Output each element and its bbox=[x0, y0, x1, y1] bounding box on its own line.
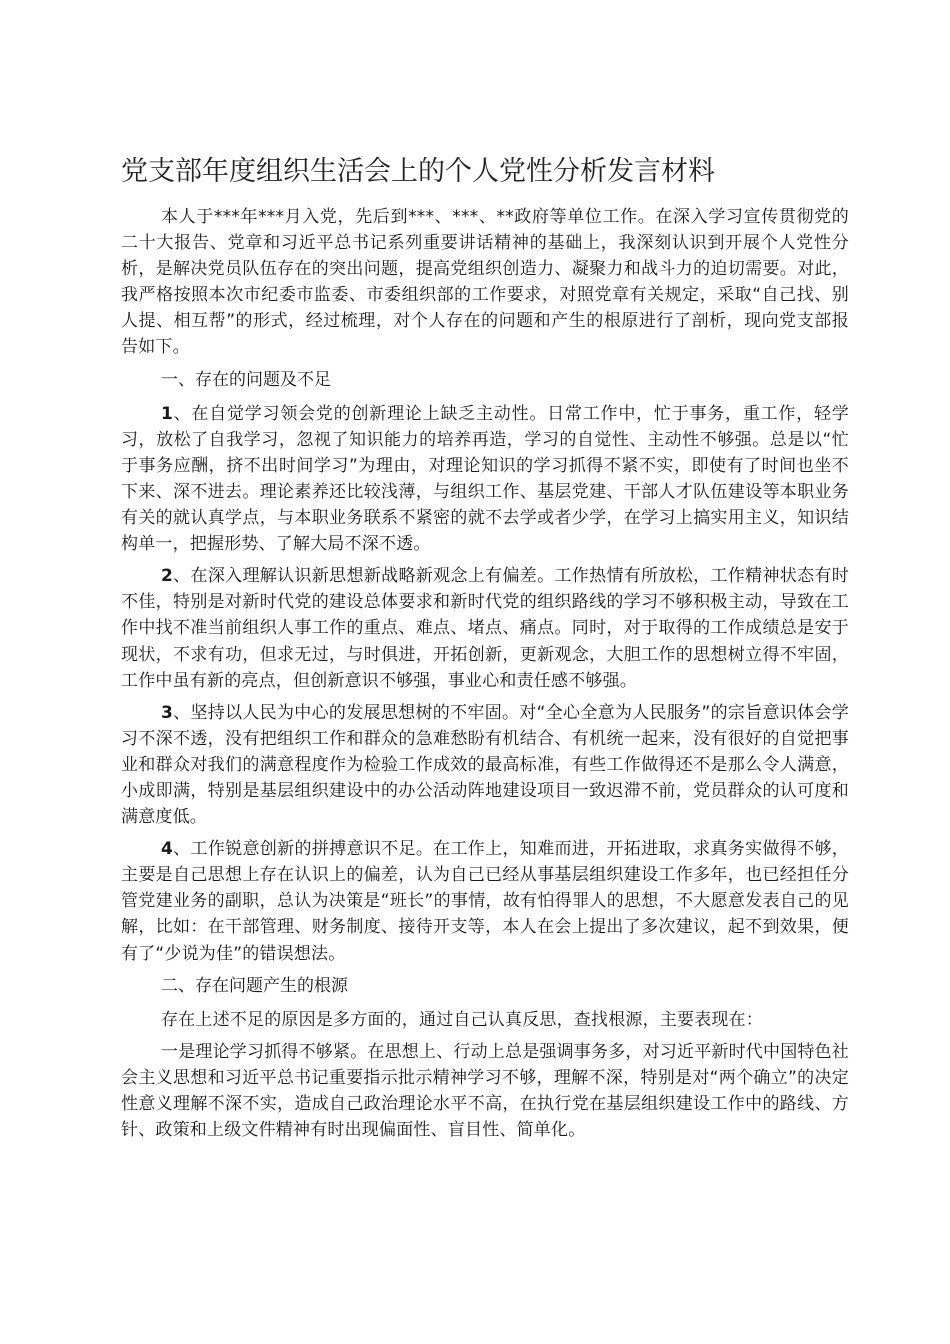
root-point-paragraph: 一是理论学习抓得不够紧。在思想上、行动上总是强调事务多，对习近平新时代中国特色社会主义思想和习近平总书记重要指示批示精神学习不够，理解不深，特别是对“两个确立”的决定性意义理解不深不实，造成自己政治理论水平不高，在执行党在基层组织建设工作中的路线、方针、政策和上级文件精神有时出现偏面性、盲目性、简单化。 bbox=[121, 1041, 849, 1141]
item-text: 、在自觉学习领会党的创新理论上缺乏主动性。日常工作中，忙于事务，重工作，轻学习，放松了自我学习，忽视了知识能力的培养再造，学习的自觉性、主动性不够强。总是以“忙于事务应酬，挤不出时间学习”为理由，对理论知识的学习抓得不紧不实，即使有了时间也坐不下来、深不进去。理论素养还比较浅薄，与组织工作、基层党建、干部人才队伍建设等本职业务有关的就认真学点，与本职业务联系不紧密的就不去学或者少学，在学习上搞实用主义，知识结构单一，把握形势、了解大局不深不透。 bbox=[121, 403, 849, 555]
intro-paragraph: 本人于***年***月入党，先后到***、***、**政府等单位工作。在深入学习宣传贯彻党的二十大报告、党章和习近平总书记系列重要讲话精神的基础上，我深刻认识到开展个人党性分析，是解决党员队伍存在的突出问题，提高党组织创造力、凝聚力和战斗力的迫切需要。对此，我严格按照本次市纪委市监委、市委组织部的工作要求，对照党章有关规定，采取“自己找、别人提、相互帮”的形式，经过梳理，对个人存在的问题和产生的根原进行了剖析，现向党支部报告如下。 bbox=[121, 207, 849, 358]
problem-item bbox=[121, 401, 849, 558]
item-number: 4 bbox=[161, 839, 174, 860]
problem-item bbox=[121, 836, 849, 966]
item-number: 1 bbox=[161, 403, 174, 424]
problem-item bbox=[121, 563, 849, 693]
document-title: 党支部年度组织生活会上的个人党性分析发言材料 bbox=[121, 156, 715, 187]
roots-lead-paragraph: 存在上述不足的原因是多方面的，通过自己认真反思，查找根源，主要表现在： bbox=[161, 1009, 763, 1030]
item-text: 、在深入理解认识新思想新战略新观念上有偏差。工作热情有所放松，工作精神状态有时不佳，特别是对新时代党的建设总体要求和新时代党的组织路线的学习不够积极主动，导致在工作中找不准当前组织人事工作的重点、难点、堵点、痛点。同时，对于取得的工作成绩总是安于现状，不求有功，但求无过，与时俱进，开拓创新，更新观念，大胆工作的思想树立得不牢固，工作中虽有新的亮点，但创新意识不够强，事业心和责任感不够强。 bbox=[121, 566, 849, 691]
item-text: 、工作锐意创新的拼搏意识不足。在工作上，知难而进，开拓进取，求真务实做得不够，主要是自己思想上存在认识上的偏差，认为自己已经从事基层组织建设工作多年，也已经担任分管党建业务的副职，总认为决策是“班长”的事情，故有怕得罪人的思想，不大愿意发表自己的见解，比如：在干部管理、财务制度、接待开支等，本人在会上提出了多次建议，起不到效果，便有了“少说为佳”的错误想法。 bbox=[121, 839, 849, 964]
problem-item bbox=[121, 700, 849, 830]
document-page bbox=[121, 150, 849, 1149]
section-heading-problems: 一、存在的问题及不足 bbox=[161, 369, 331, 390]
item-number: 2 bbox=[161, 566, 174, 587]
section-heading-roots: 二、存在问题产生的根源 bbox=[161, 975, 348, 996]
item-text: 、坚持以人民为中心的发展思想树的不牢固。对“全心全意为人民服务”的宗旨意识体会学习不深不透，没有把组织工作和群众的急难愁盼有机结合、有机统一起来，没有很好的自觉把事业和群众对我们的满意程度作为检验工作成效的最高标准，有些工作做得还不是那么令人满意，小成即满，特别是基层组织建设中的办公活动阵地建设项目一致迟滞不前，党员群众的认可度和满意度低。 bbox=[121, 702, 849, 828]
item-number: 3 bbox=[161, 702, 174, 723]
